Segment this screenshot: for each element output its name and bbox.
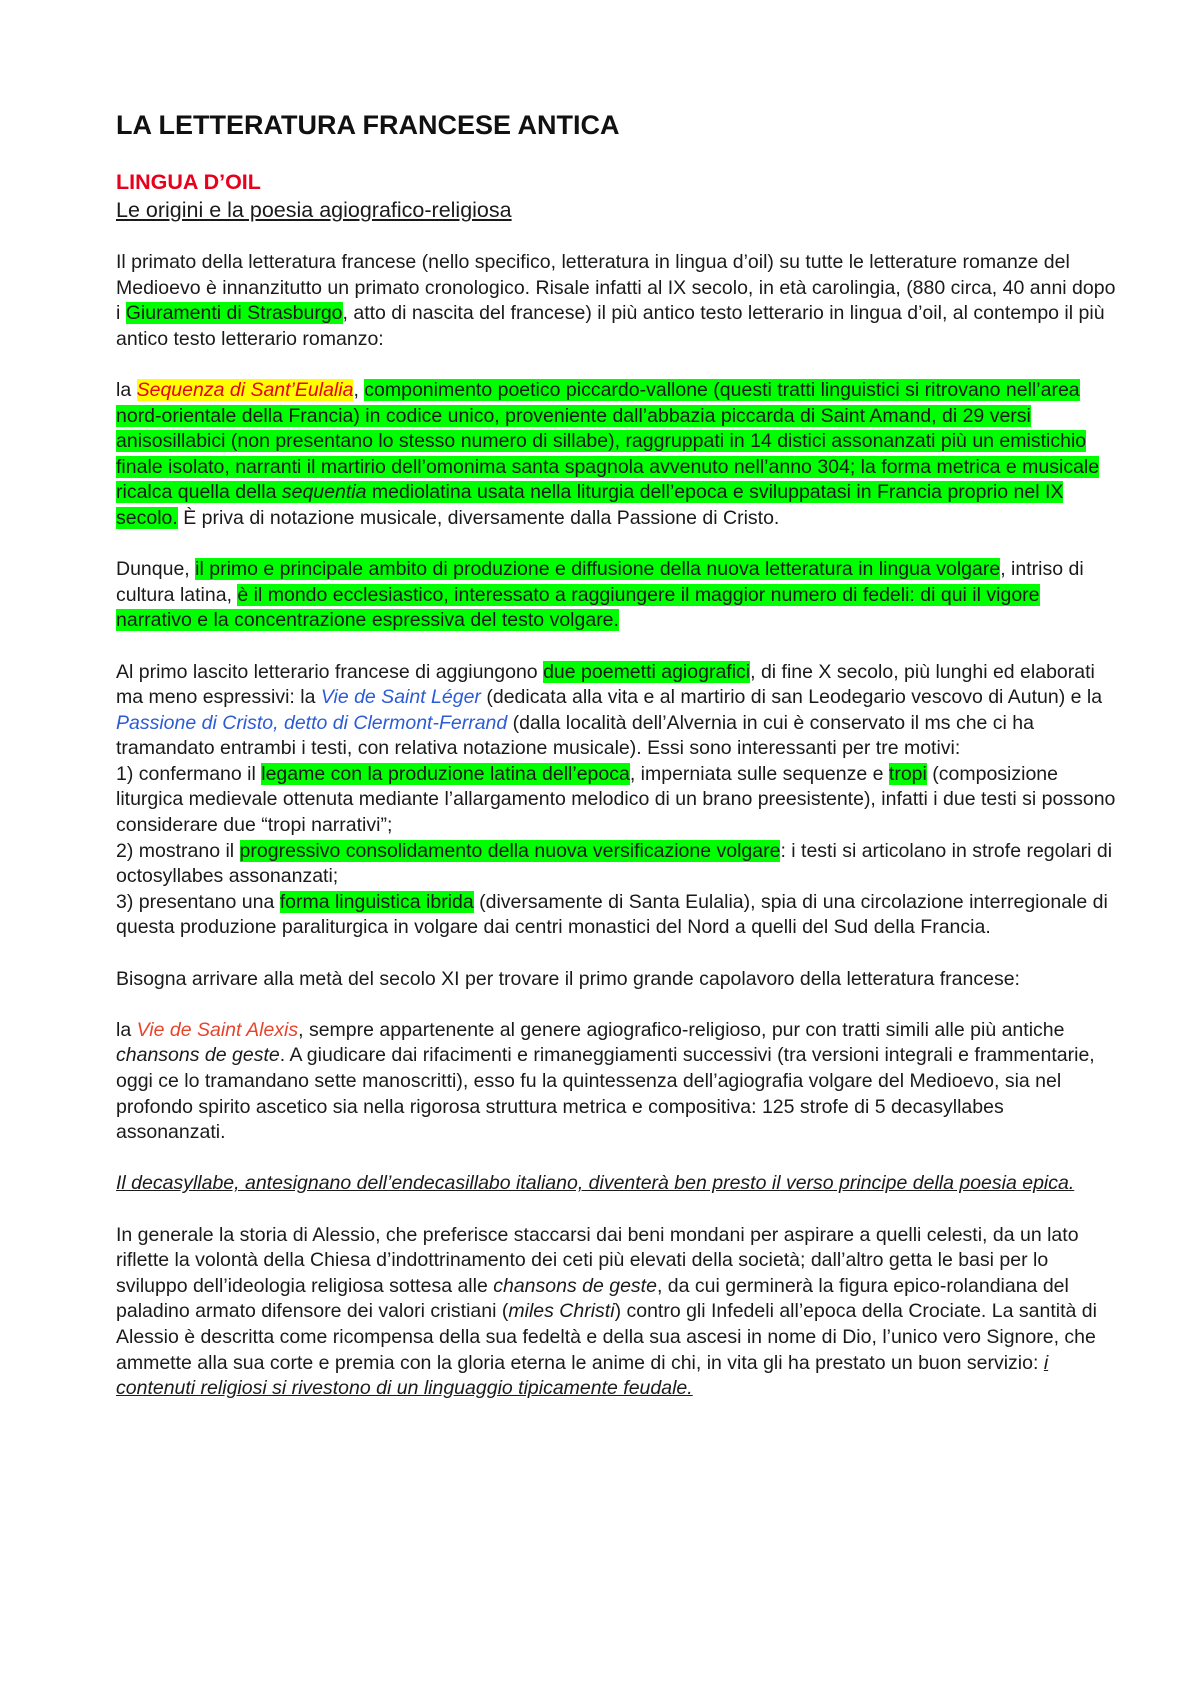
text-run: , di fine X secolo, più lunghi ed elaborati ma meno espressivi: la xyxy=(116,660,1095,709)
italic-chansons-de-geste: chansons de geste xyxy=(116,1044,280,1067)
paragraph-primato xyxy=(116,250,1116,352)
paragraph-dunque xyxy=(116,557,1116,634)
paragraph-secolo-xi: Bisogna arrivare alla metà del secolo XI per trovare il primo grande capolavoro della letteratura francese: xyxy=(116,967,1020,990)
highlight-ambito: il primo e principale ambito di produzione e diffusione della nuova letteratura in lingua volgare xyxy=(195,558,1001,581)
paragraph-decasyllabe: Il decasyllabe, antesignano dell’endecasillabo italiano, diventerà ben presto il verso principe della poesia epica. xyxy=(116,1172,1075,1195)
highlight-forma-ibrida: forma linguistica ibrida xyxy=(279,890,474,913)
text-run: (diversamente di Santa Eulalia), spia di una circolazione interregionale di questa produzione paraliturgica in volgare dai centri monastici del Nord a quelli del Sud della Francia. xyxy=(116,890,1108,939)
text-run: Il primato della letteratura francese (nello specifico, letteratura in lingua d’oil) su tutte le letterature romanze del Medioevo è innanzitutto un primato cronologico. Risale infatti al IX secolo, in età carolingia, (880 circa, 40 anni dopo i xyxy=(116,251,1116,325)
text-run: , intriso di cultura latina, xyxy=(116,558,1084,606)
section-heading: LINGUA D’OIL xyxy=(116,170,261,194)
text-run: 1) confermano il xyxy=(116,762,262,785)
title-vie-saint-alexis: Vie de Saint Alexis xyxy=(136,1018,299,1041)
document-page xyxy=(116,108,1116,1427)
text-run: In generale la storia di Alessio, che preferisce staccarsi dai beni mondani per aspirare a quelli celesti, da un lato riflette la volontà della Chiesa d’indottrinamento dei ceti più elevati della società; dall’altro getta le basi per lo sviluppo dell’ideologia religiosa sottesa alle xyxy=(116,1223,1079,1297)
highlight-tropi: tropi xyxy=(888,762,927,785)
title-passione-cristo: Passione di Cristo, detto di Clermont-Ferrand xyxy=(116,711,508,734)
highlight-giuramenti: Giuramenti di Strasburgo xyxy=(125,302,343,325)
text-run: , xyxy=(353,378,365,401)
highlight-mondo-ecclesiastico: è il mondo ecclesiastico, interessato a raggiungere il maggior numero di fedeli: di qui il vigore narrativo e la concentrazione espressiva del testo volgare. xyxy=(116,583,1040,632)
text-run: Dunque, xyxy=(116,558,196,581)
italic-miles-christi: miles Christi xyxy=(508,1300,615,1323)
text-run: 3) presentano una xyxy=(116,890,280,913)
highlight-eulalia-description: componimento poetico piccardo-vallone (questi tratti linguistici si ritrovano nell’area nord-orientale della Francia) in codice unico, proveniente dall’abbazia piccarda di Saint Amand, di 29 versi anisosillabici (non presentano lo stesso numero di sillabe), raggruppati in 14 distici assonanzati più un emistichio finale isolato, narranti il martirio dell’omonima santa spagnola avvenuto nell’anno 304; la forma metrica e musicale ricalca quella della xyxy=(116,378,1100,504)
title-sequenza-eulalia: Sequenza di Sant’Eulalia xyxy=(136,378,354,401)
text-run: la xyxy=(116,378,137,401)
document-title: LA LETTERATURA FRANCESE ANTICA xyxy=(116,110,620,140)
title-vie-saint-leger: Vie de Saint Léger xyxy=(320,686,481,709)
text-run: , sempre appartenente al genere agiografico-religioso, pur con tratti simili alle più antiche xyxy=(298,1018,1065,1041)
paragraph-alessio xyxy=(116,1223,1116,1402)
text-run: (dedicata alla vita e al martirio di san Leodegario vescovo di Autun) e la xyxy=(480,686,1103,709)
text-run: ) contro gli Infedeli all’epoca della Crociate. La santità di Alessio è descritta come ricompensa della sua fedeltà e della sua ascesi in nome di Dio, l’unico vero Signore, che ammette alla sua corte e premia con la gloria eterna le anime di chi, in vita gli ha prestato un buon servizio: xyxy=(116,1300,1097,1374)
italic-chansons-de-geste: chansons de geste xyxy=(493,1274,657,1297)
text-run: , da cui germinerà la figura epico-rolandiana del paladino armato difensore dei valori cristiani ( xyxy=(116,1274,1069,1323)
highlight-due-poemetti: due poemetti agiografici xyxy=(543,660,751,683)
highlight-legame: legame con la produzione latina dell’epoca xyxy=(261,762,630,785)
text-run: (dalla località dell’Alvernia in cui è conservato il ms che ci ha tramandato entrambi i testi, con relativa notazione musicale). Essi sono interessanti per tre motivi: xyxy=(116,711,1034,760)
highlight-sequentia: sequentia xyxy=(281,481,367,504)
highlight-mediolatina: mediolatina usata nella liturgia dell’epoca e sviluppatasi in Francia proprio nel IX secolo. xyxy=(116,481,1064,529)
text-run: , imperniata sulle sequenze e xyxy=(629,762,889,785)
text-run: (composizione liturgica medievale ottenuta mediante l’allargamento melodico di un brano preesistente), infatti i due testi si possono considerare due “tropi narrativi”; xyxy=(116,762,1116,837)
section-subheading: Le origini e la poesia agiografico-religiosa xyxy=(116,198,512,222)
text-run: , atto di nascita del francese) il più antico testo letterario in lingua d’oil, al contempo il più antico testo letterario romanzo: xyxy=(116,302,1105,350)
text-run: È priva di notazione musicale, diversamente dalla Passione di Cristo. xyxy=(177,506,780,529)
text-run: : i testi si articolano in strofe regolari di octosyllabes assonanzati; xyxy=(116,839,1113,888)
paragraph-poemetti xyxy=(116,660,1116,942)
text-run: Al primo lascito letterario francese di aggiungono xyxy=(116,660,544,683)
text-run: 2) mostrano il xyxy=(116,839,240,862)
text-run: la xyxy=(116,1018,137,1041)
paragraph-eulalia xyxy=(116,378,1116,532)
highlight-versificazione: progressivo consolidamento della nuova versificazione volgare xyxy=(239,839,781,862)
underlined-conclusion: i contenuti religiosi si rivestono di un linguaggio tipicamente feudale. xyxy=(116,1351,1049,1400)
paragraph-alexis xyxy=(116,1018,1116,1146)
text-run: . A giudicare dai rifacimenti e rimaneggiamenti successivi (tra versioni integrali e frammentarie, oggi ce lo tramandano sette manoscritti), esso fu la quintessenza dell’agiografia volgare del Medioevo, sia nel profondo spirito ascetico sia nella rigorosa struttura metrica e compositiva: 125 strofe di 5 decasyllabes assonanzati. xyxy=(116,1044,1095,1144)
